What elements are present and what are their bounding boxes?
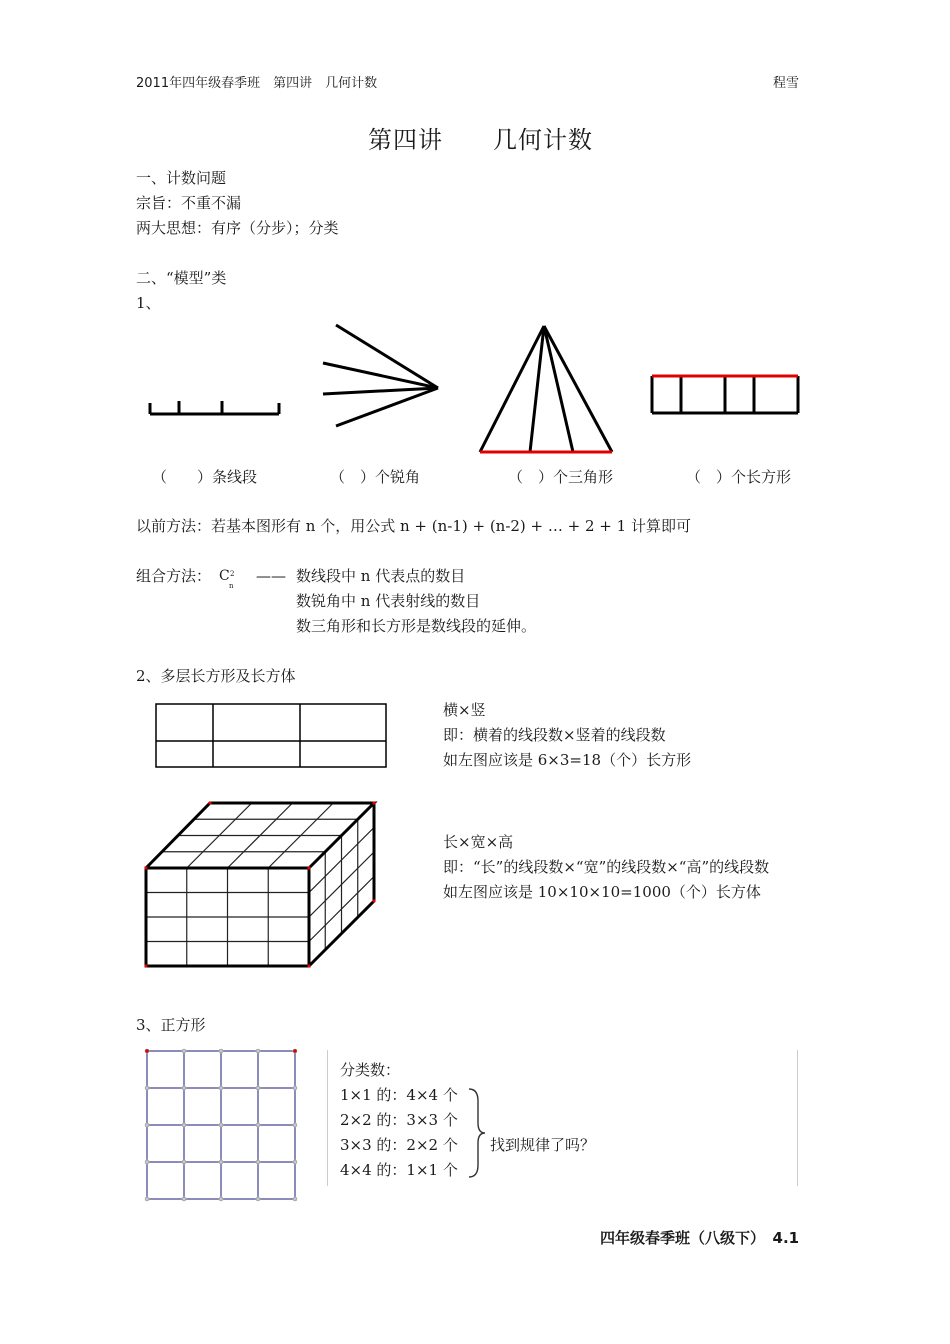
header-left: 2011年四年级春季班 第四讲 几何计数 — [136, 76, 378, 91]
grid-point — [293, 1123, 297, 1127]
grid-point — [219, 1123, 223, 1127]
grid-point — [219, 1197, 223, 1201]
grid-point — [256, 1049, 260, 1053]
square-grid-figure — [140, 1043, 305, 1203]
cube-line-2: 即：“长”的线段数×“宽”的线段数×“高”的线段数 — [443, 858, 770, 876]
grid-point — [293, 1160, 297, 1164]
caption-triangles: （ ）个三角形 — [508, 468, 614, 486]
classify-row-4: 4×4 的：1×1 个 — [340, 1161, 458, 1179]
previous-method-text: 以前方法：若基本图形有 n 个，用公式 n + (n-1) + (n-2) + … + 2 + 1 计算即可 — [136, 517, 691, 535]
section1-purpose: 宗旨：不重不漏 — [136, 194, 242, 212]
grid-point — [182, 1123, 186, 1127]
item1-number: 1、 — [136, 294, 161, 312]
rays-figure — [318, 320, 448, 430]
grid-point — [256, 1123, 260, 1127]
classify-label: 分类数： — [340, 1061, 401, 1079]
rect-line-2: 即：横着的线段数×竖着的线段数 — [443, 726, 666, 744]
grid-point — [145, 1197, 149, 1201]
rectangles-figure — [648, 370, 803, 420]
section1-ideas: 两大思想：有序（分步）；分类 — [136, 219, 339, 237]
combination-note-1: 数线段中 n 代表点的数目 — [296, 567, 466, 585]
caption-angles: （ ）个锐角 — [330, 468, 421, 486]
section2-heading: 二、“模型”类 — [136, 269, 227, 287]
grid-point — [293, 1197, 297, 1201]
combination-sup: 2 — [230, 570, 235, 578]
combination-note-2: 数锐角中 n 代表射线的数目 — [296, 592, 481, 610]
classify-row-3: 3×3 的：2×2 个 — [340, 1136, 458, 1154]
grid-point — [145, 1123, 149, 1127]
item2-heading: 2、多层长方形及长方体 — [136, 667, 296, 685]
grid-point — [219, 1160, 223, 1164]
combination-note-3: 数三角形和长方形是数线段的延伸。 — [296, 617, 537, 635]
triangles-figure — [475, 320, 620, 460]
combination-sub: n — [229, 582, 234, 590]
grid-point — [182, 1049, 186, 1053]
grid-point — [145, 1160, 149, 1164]
pattern-question: 找到规律了吗？ — [490, 1136, 596, 1154]
rect-line-1: 横×竖 — [443, 701, 486, 719]
section1-heading: 一、计数问题 — [136, 169, 227, 187]
grid-point — [256, 1197, 260, 1201]
panel-right-border — [797, 1050, 798, 1186]
grid-point — [256, 1086, 260, 1090]
grid-point — [293, 1049, 297, 1053]
grid-point — [145, 1049, 149, 1053]
grid-point — [219, 1086, 223, 1090]
grid-point — [182, 1086, 186, 1090]
panel-left-border — [327, 1050, 328, 1186]
combination-dash: —— — [256, 567, 286, 585]
footer-text: 四年级春季班（八级下） 4.1 — [600, 1229, 800, 1247]
classify-row-2: 2×2 的：3×3 个 — [340, 1111, 458, 1129]
combination-symbol: C — [219, 568, 230, 584]
grid-point — [293, 1086, 297, 1090]
classify-row-1: 1×1 的：4×4 个 — [340, 1086, 458, 1104]
rect-line-3: 如左图应该是 6×3=18（个）长方形 — [443, 751, 692, 769]
grid-point — [256, 1160, 260, 1164]
item3-heading: 3、正方形 — [136, 1016, 206, 1034]
cube-line-3: 如左图应该是 10×10×10=1000（个）长方体 — [443, 883, 761, 901]
multilayer-rectangle-figure — [150, 699, 395, 774]
combination-label: 组合方法： — [136, 567, 212, 585]
page-title: 第四讲 几何计数 — [368, 126, 593, 154]
segments-figure — [145, 395, 285, 420]
caption-segments: （ ）条线段 — [152, 468, 258, 486]
grid-point — [219, 1049, 223, 1053]
right-brace-icon — [466, 1087, 486, 1179]
grid-point — [182, 1160, 186, 1164]
grid-point — [182, 1197, 186, 1201]
grid-point — [145, 1086, 149, 1090]
cube-line-1: 长×宽×高 — [443, 833, 514, 851]
caption-rectangles: （ ）个长方形 — [686, 468, 792, 486]
cuboid-figure — [140, 795, 385, 975]
header-right: 程雪 — [773, 76, 800, 91]
